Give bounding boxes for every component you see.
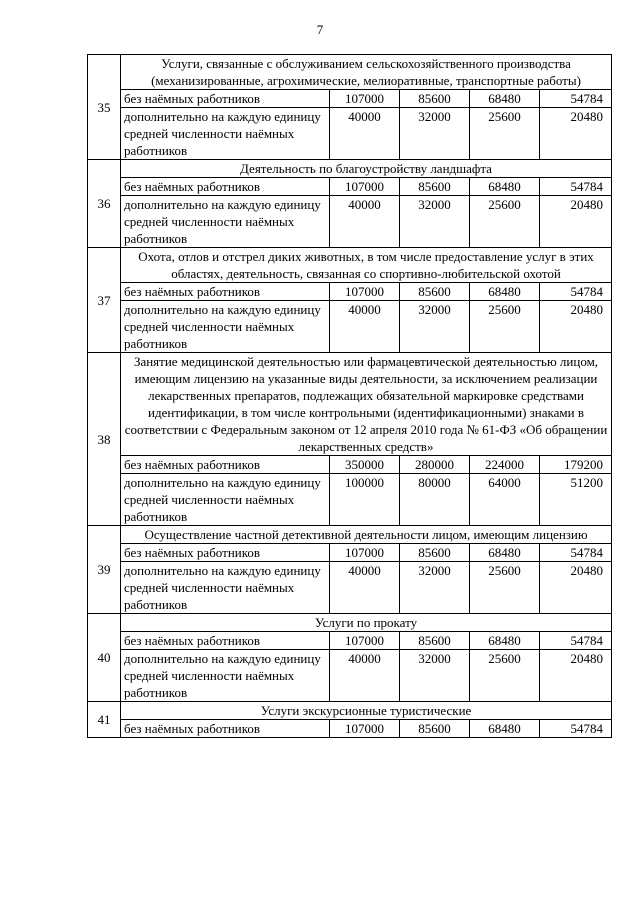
table-row	[88, 650, 612, 702]
row-label: дополнительно на каждую единицу средней численности наёмных работников	[121, 108, 330, 160]
rate-cell: 25600	[470, 196, 540, 248]
row-label: дополнительно на каждую единицу средней численности наёмных работников	[121, 301, 330, 353]
rate-cell: 32000	[400, 650, 470, 702]
rate-cell: 40000	[330, 650, 400, 702]
rate-cell: 54784	[540, 178, 612, 196]
row-label: дополнительно на каждую единицу средней численности наёмных работников	[121, 562, 330, 614]
rate-cell: 179200	[540, 456, 612, 474]
rate-cell: 107000	[330, 283, 400, 301]
rate-cell: 107000	[330, 632, 400, 650]
rate-cell: 224000	[470, 456, 540, 474]
rate-cell: 80000	[400, 474, 470, 526]
rate-cell: 107000	[330, 178, 400, 196]
rate-cell: 20480	[540, 650, 612, 702]
rate-cell: 40000	[330, 196, 400, 248]
rate-cell: 68480	[470, 720, 540, 738]
rate-cell: 85600	[400, 632, 470, 650]
rate-cell: 85600	[400, 90, 470, 108]
rate-cell: 32000	[400, 562, 470, 614]
rate-cell: 85600	[400, 283, 470, 301]
rate-cell: 32000	[400, 301, 470, 353]
rate-cell: 54784	[540, 632, 612, 650]
rate-cell: 100000	[330, 474, 400, 526]
section-title: Услуги экскурсионные туристические	[121, 702, 612, 720]
row-label: без наёмных работников	[121, 632, 330, 650]
rate-cell: 40000	[330, 301, 400, 353]
rate-cell: 40000	[330, 108, 400, 160]
row-label: без наёмных работников	[121, 544, 330, 562]
table-row	[88, 301, 612, 353]
rate-cell: 68480	[470, 178, 540, 196]
rate-cell: 32000	[400, 196, 470, 248]
section-number: 41	[88, 702, 121, 738]
rate-cell: 85600	[400, 178, 470, 196]
rate-cell: 85600	[400, 544, 470, 562]
rate-cell: 107000	[330, 720, 400, 738]
table-row	[88, 544, 612, 562]
row-label: без наёмных работников	[121, 720, 330, 738]
section-title: Деятельность по благоустройству ландшафта	[121, 160, 612, 178]
rate-cell: 20480	[540, 108, 612, 160]
tariff-table	[87, 54, 612, 738]
row-label: без наёмных работников	[121, 90, 330, 108]
row-label: дополнительно на каждую единицу средней численности наёмных работников	[121, 650, 330, 702]
rate-cell: 54784	[540, 544, 612, 562]
section-title-row	[88, 353, 612, 456]
row-label: дополнительно на каждую единицу средней численности наёмных работников	[121, 196, 330, 248]
row-label: без наёмных работников	[121, 178, 330, 196]
rate-cell: 68480	[470, 90, 540, 108]
rate-cell: 68480	[470, 283, 540, 301]
rate-cell: 68480	[470, 632, 540, 650]
table-row	[88, 720, 612, 738]
rate-cell: 54784	[540, 90, 612, 108]
rate-cell: 25600	[470, 301, 540, 353]
section-title: Услуги по прокату	[121, 614, 612, 632]
table-row	[88, 456, 612, 474]
rate-cell: 40000	[330, 562, 400, 614]
row-label: без наёмных работников	[121, 283, 330, 301]
page-number: 7	[316, 22, 324, 37]
rate-cell: 107000	[330, 544, 400, 562]
rate-cell: 85600	[400, 720, 470, 738]
section-number: 38	[88, 353, 121, 526]
section-title-row	[88, 160, 612, 178]
rate-cell: 20480	[540, 562, 612, 614]
rate-cell: 280000	[400, 456, 470, 474]
table-row	[88, 90, 612, 108]
section-title-row	[88, 55, 612, 90]
section-number: 39	[88, 526, 121, 614]
section-title: Осуществление частной детективной деятельности лицом, имеющим лицензию	[121, 526, 612, 544]
section-title: Занятие медицинской деятельностью или фармацевтической деятельностью лицом, имеющим лицензию на указанные виды деятельности, за исключением реализации лекарственных препаратов, подлежащих обязательной маркировке средствами идентификации, в том числе контрольными (идентификационными) знаками в соответствии с Федеральным законом от 12 апреля 2010 года № 61-ФЗ «Об обращении лекарственных средств»	[121, 353, 612, 456]
rate-cell: 20480	[540, 301, 612, 353]
table-row	[88, 178, 612, 196]
rate-cell: 350000	[330, 456, 400, 474]
section-title: Охота, отлов и отстрел диких животных, в том числе предоставление услуг в этих областях, деятельность, связанная со спортивно-любительской охотой	[121, 248, 612, 283]
table-row	[88, 562, 612, 614]
section-title-row	[88, 614, 612, 632]
rate-cell: 25600	[470, 562, 540, 614]
row-label: без наёмных работников	[121, 456, 330, 474]
rate-cell: 20480	[540, 196, 612, 248]
section-number: 35	[88, 55, 121, 160]
table-row	[88, 108, 612, 160]
table-row	[88, 632, 612, 650]
table-row	[88, 196, 612, 248]
section-number: 36	[88, 160, 121, 248]
table-row	[88, 474, 612, 526]
rate-cell: 64000	[470, 474, 540, 526]
rate-cell: 68480	[470, 544, 540, 562]
rate-cell: 54784	[540, 720, 612, 738]
rate-cell: 51200	[540, 474, 612, 526]
rate-cell: 25600	[470, 108, 540, 160]
rate-cell: 107000	[330, 90, 400, 108]
rate-cell: 54784	[540, 283, 612, 301]
section-title-row	[88, 702, 612, 720]
section-title: Услуги, связанные с обслуживанием сельскохозяйственного производства (механизированные, агрохимические, мелиоративные, транспортные работы)	[121, 55, 612, 90]
section-title-row	[88, 526, 612, 544]
section-number: 37	[88, 248, 121, 353]
rate-cell: 32000	[400, 108, 470, 160]
rate-cell: 25600	[470, 650, 540, 702]
section-title-row	[88, 248, 612, 283]
section-number: 40	[88, 614, 121, 702]
row-label: дополнительно на каждую единицу средней численности наёмных работников	[121, 474, 330, 526]
table-row	[88, 283, 612, 301]
